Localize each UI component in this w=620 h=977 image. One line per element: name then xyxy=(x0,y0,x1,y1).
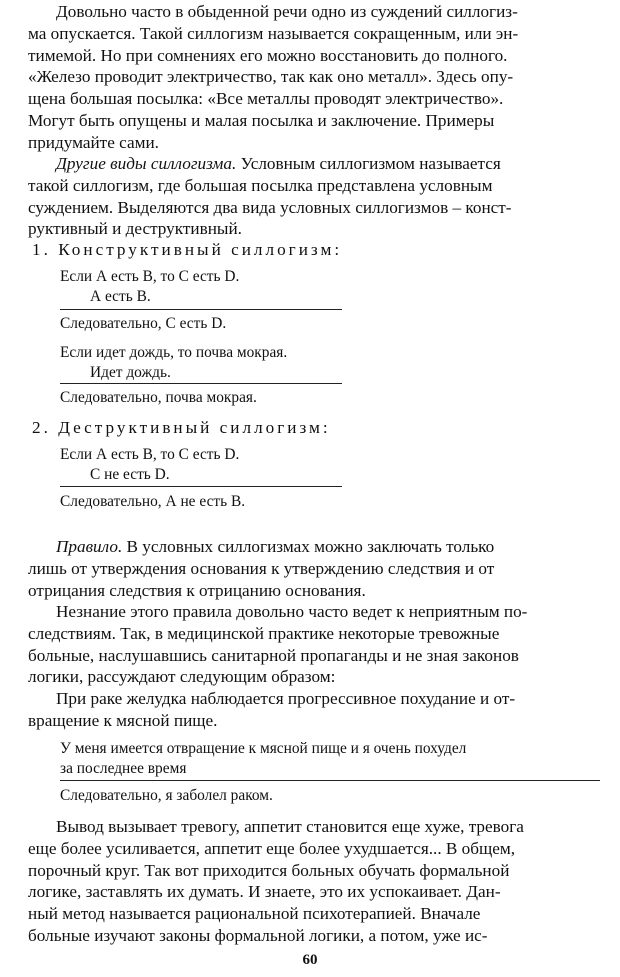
text-line xyxy=(28,536,610,558)
text-line: лишь от утверждения основания к утверждению следствия и от xyxy=(28,558,495,578)
text-line: такой силлогизм, где большая посылка представлена условным xyxy=(28,175,493,195)
text-span: В условных силлогизмах можно заключать только xyxy=(122,537,495,556)
conclusion: Следовательно, А не есть В. xyxy=(60,493,246,510)
text-line: «Железо проводит электричество, так как оно металл». Здесь опу- xyxy=(28,67,514,87)
text-line: еще более усиливается, аппетит еще более ухудшается... В общем, xyxy=(28,838,516,858)
text-line: логике, заставлять их думать. И знаете, это их успокаивает. Дан- xyxy=(28,882,501,902)
text-line: щена большая посылка: «Все металлы проводят электричество». xyxy=(28,89,504,109)
text-line: При раке желудка наблюдается прогрессивное похудание и от- xyxy=(56,689,516,708)
premise-line: за последнее время xyxy=(60,760,187,777)
divider-line xyxy=(60,780,600,781)
text-line: порочный круг. Так вот приходится больных обучать формальной xyxy=(28,860,510,880)
text-line: больные изучают законы формальной логики, а потом, уже ис- xyxy=(28,925,488,945)
syllogism-rain-example xyxy=(60,343,340,383)
text-line: следствиям. Так, в медицинской практике некоторые тревожные xyxy=(28,623,500,643)
page-number: 60 xyxy=(302,952,318,968)
conclusion: Следовательно, С есть D. xyxy=(60,315,227,332)
text-line: вращение к мясной пище. xyxy=(28,710,218,730)
heading-destructive: 2. Деструктивный силлогизм: xyxy=(32,418,331,437)
syllogism-patient-reasoning xyxy=(60,739,600,779)
major-premise: Если идет дождь, то почва мокрая. xyxy=(60,344,288,361)
divider-line xyxy=(60,309,342,310)
text-line: ный метод называется рациональной психотерапией. Вначале xyxy=(28,904,481,924)
conclusion: Следовательно, я заболел раком. xyxy=(60,787,273,804)
paragraph-rule xyxy=(28,536,610,601)
text-line: руктивный и деструктивный. xyxy=(28,219,242,239)
text-line: суждением. Выделяются два вида условных силлогизмов – конст- xyxy=(28,197,512,217)
syllogism-abstract-constructive xyxy=(60,267,340,307)
section-title: Другие виды силлогизма. xyxy=(56,154,237,173)
section-title: Правило. xyxy=(56,537,123,556)
text-line: логики, рассуждают следующим образом: xyxy=(28,667,336,687)
text-line: отрицания следствия к отрицанию основания. xyxy=(28,580,366,600)
major-premise: Если А есть В, то С есть D. xyxy=(60,268,240,285)
paragraph-conditional xyxy=(28,153,610,240)
text-line xyxy=(28,153,610,175)
paragraph-enthymeme xyxy=(28,1,610,154)
minor-premise: Идет дождь. xyxy=(90,364,171,381)
premise-line: У меня имеется отвращение к мясной пище и я очень похудел xyxy=(60,740,467,757)
minor-premise: А есть В. xyxy=(90,288,151,305)
paragraph-psychotherapy xyxy=(28,816,610,947)
text-line: Могут быть опущены и малая посылка и заключение. Примеры xyxy=(28,110,495,130)
text-line: Довольно часто в обыденной речи одно из суждений силлогиз- xyxy=(56,2,518,21)
paragraph-medical-practice xyxy=(28,601,610,688)
major-premise: Если А есть В, то С есть D. xyxy=(60,446,240,463)
paragraph-premise-cancer xyxy=(28,688,610,732)
minor-premise: С не есть D. xyxy=(90,466,170,483)
syllogism-abstract-destructive xyxy=(60,445,340,485)
divider-line xyxy=(60,383,342,384)
text-line: тимемой. Но при сомнениях его можно восстановить до полного. xyxy=(28,45,508,65)
text-span: Условным силлогизмом называется xyxy=(236,154,501,173)
text-line: Незнание этого правила довольно часто ведет к неприятным по- xyxy=(56,602,528,621)
text-line: больные, наслушавшись санитарной пропаганды и не зная законов xyxy=(28,645,519,665)
text-line: Вывод вызывает тревогу, аппетит становится еще хуже, тревога xyxy=(56,817,524,836)
text-line: придумайте сами. xyxy=(28,132,159,152)
conclusion: Следовательно, почва мокрая. xyxy=(60,389,257,406)
divider-line xyxy=(60,486,342,487)
heading-constructive: 1. Конструктивный силлогизм: xyxy=(32,240,343,259)
text-line: ма опускается. Такой силлогизм называется сокращенным, или эн- xyxy=(28,23,519,43)
